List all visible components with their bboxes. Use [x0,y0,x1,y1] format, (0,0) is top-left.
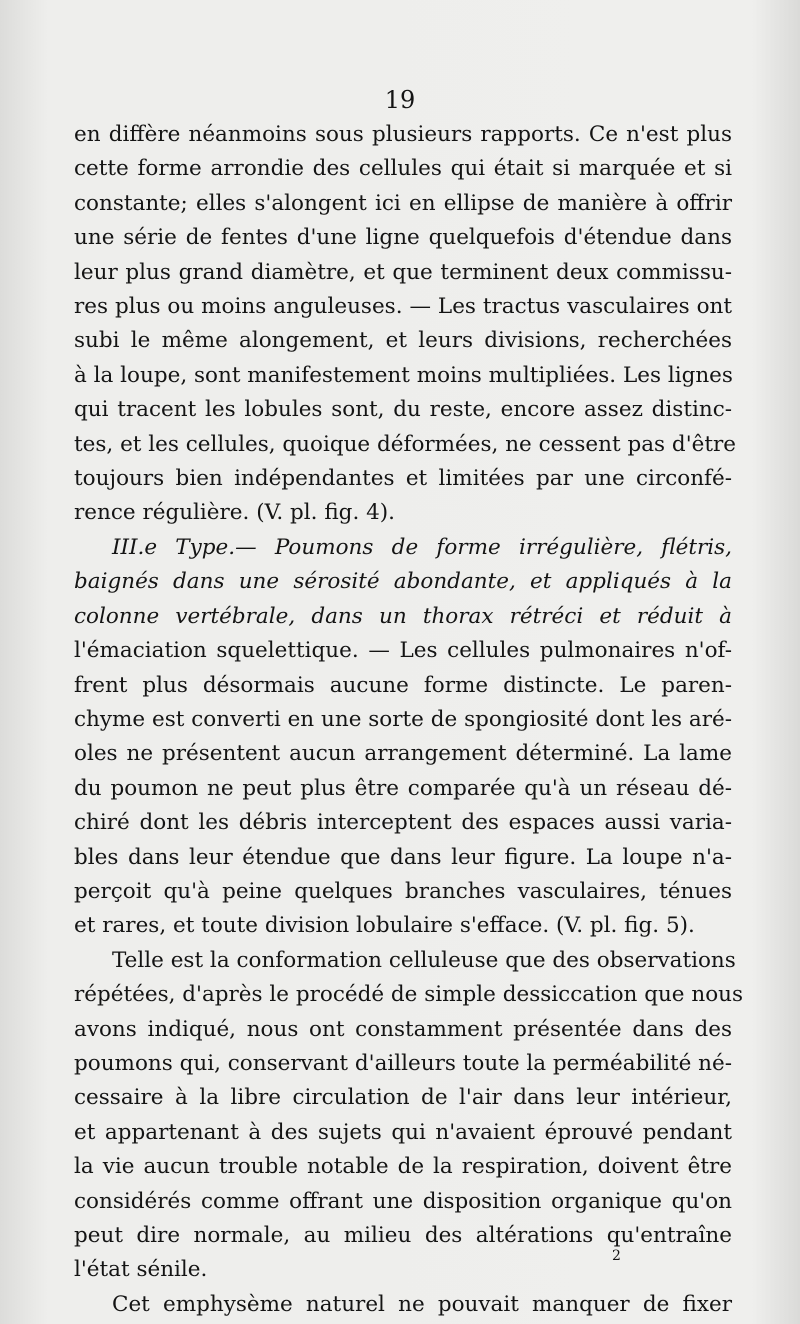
type-heading-line: III.e Type.— Poumons de forme irrégulière, flétris, [112,534,732,560]
text-line: chyme est converti en une sorte de spongiosité dont les aré- [74,706,732,732]
signature-mark: 2 [612,1248,621,1264]
text-line: constante; elles s'alongent ici en ellipse de manière à offrir [74,190,732,216]
text-line: perçoit qu'à peine quelques branches vasculaires, ténues [74,878,732,904]
text-line: Telle est la conformation celluleuse que des observations [112,947,736,973]
text-line: peut dire normale, au milieu des altérations qu'entraîne [74,1223,732,1248]
text-line: qui tracent les lobules sont, du reste, encore assez distinc- [74,397,732,423]
text-line: et appartenant à des sujets qui n'avaient éprouvé pendant [74,1119,732,1145]
text-line: la vie aucun trouble notable de la respiration, doivent être [74,1154,732,1180]
text-line: considérés comme offrant une disposition organique qu'on [74,1188,732,1214]
page-number: 19 [384,86,416,114]
text-line: rence régulière. (V. pl. fig. 4). [74,500,396,526]
text-line: l'émaciation squelettique. — Les cellules pulmonaires n'of- [74,638,732,664]
text-line: du poumon ne peut plus être comparée qu'à un réseau dé- [74,775,732,801]
text-line: et rares, et toute division lobulaire s'efface. (V. pl. fig. 5). [74,913,695,939]
type-heading-line: colonne vertébrale, dans un thorax rétréci et réduit à [74,603,732,629]
text-line: l'état sénile. [74,1257,208,1283]
text-line: leur plus grand diamètre, et que terminent deux commissu- [74,259,732,285]
type-heading-line: baignés dans une sérosité abondante, et appliqués à la [74,569,732,595]
text-line: une série de fentes d'une ligne quelquefois d'étendue dans [74,225,732,251]
text-line: bles dans leur étendue que dans leur figure. La loupe n'a- [74,844,732,870]
text-line: chiré dont les débris interceptent des espaces aussi varia- [74,810,732,836]
text-line: cessaire à la libre circulation de l'air dans leur intérieur, [74,1085,732,1111]
text-line: frent plus désormais aucune forme distincte. Le paren- [74,672,732,698]
text-line: poumons qui, conservant d'ailleurs toute la perméabilité né- [74,1050,733,1076]
text-line: à la loupe, sont manifestement moins multipliées. Les lignes [74,362,733,388]
text-line: Cet emphysème naturel ne pouvait manquer de fixer [112,1291,732,1317]
text-line: avons indiqué, nous ont constamment présentée dans des [74,1016,732,1042]
body-text [74,118,744,1322]
text-line: subi le même alongement, et leurs divisions, recherchées [74,328,732,354]
text-line: en diffère néanmoins sous plusieurs rapports. Ce n'est plus [74,122,732,147]
text-line: oles ne présentent aucun arrangement déterminé. La lame [74,741,732,767]
text-line: toujours bien indépendantes et limitées par une circonfé- [74,466,732,492]
text-line: tes, et les cellules, quoique déformées, ne cessent pas d'être [74,431,736,457]
text-line: res plus ou moins anguleuses. — Les tractus vasculaires ont [74,294,732,320]
text-line: cette forme arrondie des cellules qui était si marquée et si [74,156,732,182]
text-line: répétées, d'après le procédé de simple dessiccation que nous [74,982,744,1008]
